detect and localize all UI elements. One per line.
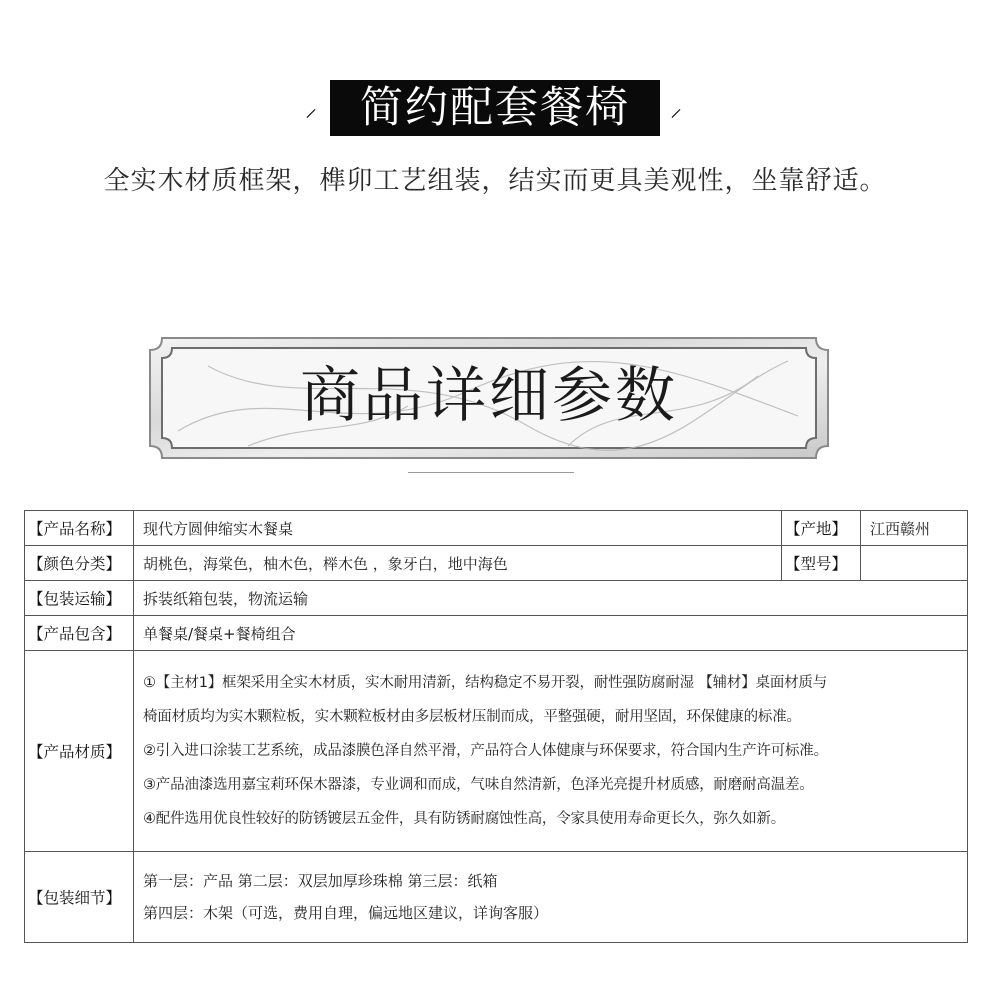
model-label: 【型号】 — [782, 546, 861, 581]
origin-value: 江西赣州 — [861, 511, 968, 546]
material-line: ②引入进口涂装工艺系统，成品漆膜色泽自然平滑，产品符合人体健康与环保要求，符合国内生产许可标准。 — [143, 743, 828, 759]
packaging-value — [134, 852, 968, 943]
table-row — [25, 581, 968, 616]
material-value — [134, 651, 968, 852]
origin-label: 【产地】 — [782, 511, 861, 546]
deco-slash-right: ⸝ — [670, 94, 682, 122]
includes-label: 【产品包含】 — [25, 616, 134, 651]
material-line: ①【主材1】框架采用全实木材质，实木耐用清新，结构稳定不易开裂，耐性强防腐耐湿 【辅材】桌面材质与 — [143, 675, 828, 691]
deco-slash-left: ⸝ — [305, 94, 317, 122]
material-line: 椅面材质均为实木颗粒板，实木颗粒板材由多层板材压制而成，平整强硬，耐用坚固，环保健康的标准。 — [143, 709, 801, 725]
table-row — [25, 546, 968, 581]
page-title: 简约配套餐椅 — [330, 80, 660, 136]
material-label: 【产品材质】 — [25, 651, 134, 852]
includes-value: 单餐桌/餐桌+餐椅组合 — [134, 616, 968, 651]
packaging-label: 【包装细节】 — [25, 852, 134, 943]
product-name-label: 【产品名称】 — [25, 511, 134, 546]
table-row — [25, 651, 968, 852]
product-name-value: 现代方圆伸缩实木餐桌 — [134, 511, 782, 546]
packaging-line: 第四层：木架（可选，费用自理，偏远地区建议，详询客服） — [143, 904, 549, 922]
spec-table — [24, 510, 968, 943]
section-title — [0, 80, 990, 136]
color-value: 胡桃色，海棠色，柚木色，榉木色 ，象牙白，地中海色 — [134, 546, 782, 581]
packaging-line: 第一层：产品 第二层：双层加厚珍珠棉 第三层：纸箱 — [143, 872, 498, 890]
table-row — [25, 511, 968, 546]
material-line: ④配件选用优良性较好的防锈镀层五金件，具有防锈耐腐蚀性高，令家具使用寿命更长久，弥久如新。 — [143, 811, 785, 827]
shipping-value: 拆装纸箱包装，物流运输 — [134, 581, 968, 616]
material-line: ③产品油漆选用嘉宝莉环保木器漆，专业调和而成，气味自然清新，色泽光亮提升材质感，耐磨耐高温差。 — [143, 777, 814, 793]
model-value — [861, 546, 968, 581]
table-row — [25, 852, 968, 943]
table-row — [25, 616, 968, 651]
details-banner — [148, 336, 830, 460]
color-label: 【颜色分类】 — [25, 546, 134, 581]
shipping-label: 【包装运输】 — [25, 581, 134, 616]
divider-line — [408, 472, 574, 473]
page-subtitle: 全实木材质框架，榫卯工艺组装，结实而更具美观性，坐靠舒适。 — [103, 166, 887, 196]
banner-title: 商品详细参数 — [300, 361, 678, 431]
